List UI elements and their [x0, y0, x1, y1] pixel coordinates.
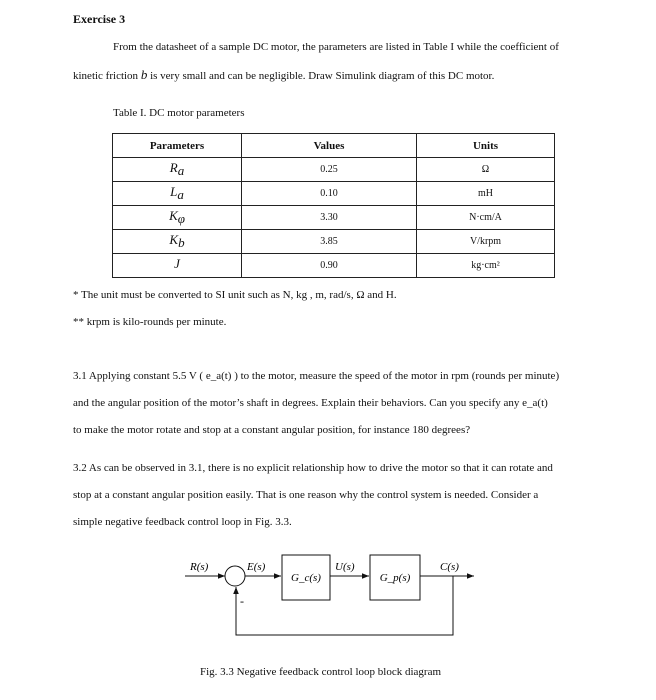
param-subscript: a — [177, 163, 185, 178]
unit-cell: kg·cm² — [417, 254, 555, 278]
plant-label: G_p(s) — [379, 572, 411, 584]
unit-cell: Ω — [417, 158, 555, 182]
intro-prefix: kinetic friction — [73, 70, 141, 82]
section-3-1-line-2: and the angular position of the motor’s shaft in degrees. Explain their behaviors. Can you specify any e_a(t) — [73, 397, 548, 409]
section-3-1-line-1: 3.1 Applying constant 5.5 V ( e_a(t) ) to the motor, measure the speed of the motor in rpm (rounds per minute) — [73, 370, 560, 382]
exercise-title: Exercise 3 — [73, 12, 126, 26]
intro-line-1: From the datasheet of a sample DC motor, the parameters are listed in Table I while the coefficient of — [113, 41, 559, 53]
param-symbol: K — [169, 208, 178, 223]
unit-cell: N·cm/A — [417, 206, 555, 230]
param-cell — [113, 254, 242, 278]
param-subscript: a — [177, 187, 184, 202]
header-values: Values — [242, 134, 417, 158]
section-3-1-line-3: to make the motor rotate and stop at a constant angular position, for instance 180 degrees? — [73, 424, 471, 436]
table-row — [113, 158, 555, 182]
value-cell: 0.25 — [242, 158, 417, 182]
header-parameters: Parameters — [113, 134, 242, 158]
header-units: Units — [417, 134, 555, 158]
summing-junction — [225, 566, 245, 586]
value-cell: 0.90 — [242, 254, 417, 278]
table-row — [113, 254, 555, 278]
table-row — [113, 182, 555, 206]
section-3-2-line-2: stop at a constant angular position easily. That is one reason why the control system is needed. Consider a — [73, 489, 539, 501]
value-cell: 3.85 — [242, 230, 417, 254]
figure-caption: Fig. 3.3 Negative feedback control loop block diagram — [200, 666, 442, 678]
feedback-sign: - — [240, 594, 244, 608]
table-row — [113, 230, 555, 254]
input-label: R(s) — [190, 561, 209, 573]
si-unit-note: * The unit must be converted to SI unit such as N, kg , m, rad/s, Ω and H. — [73, 289, 397, 301]
intro-suffix: is very small and can be negligible. Draw Simulink diagram of this DC motor. — [147, 70, 495, 82]
controller-label: G_c(s) — [291, 572, 321, 584]
unit-cell: mH — [417, 182, 555, 206]
param-cell — [113, 182, 242, 206]
value-cell: 0.10 — [242, 182, 417, 206]
table-header-row — [113, 134, 555, 158]
section-3-2-line-3: simple negative feedback control loop in Fig. 3.3. — [73, 516, 292, 528]
param-symbol: L — [170, 184, 178, 199]
section-3-2-line-1: 3.2 As can be observed in 3.1, there is no explicit relationship how to drive the motor so that it can rotate and — [73, 462, 553, 474]
unit-cell: V/krpm — [417, 230, 555, 254]
feedback-block-diagram — [0, 545, 656, 645]
output-label: C(s) — [440, 561, 459, 573]
param-subscript: b — [178, 235, 185, 250]
friction-symbol: b — [140, 67, 148, 82]
error-label: E(s) — [247, 561, 266, 573]
control-signal-label: U(s) — [335, 561, 355, 573]
parameters-table — [112, 133, 555, 278]
intro-line-2 — [73, 67, 494, 83]
param-symbol: K — [169, 232, 179, 247]
param-symbol: R — [169, 160, 178, 175]
table-row — [113, 206, 555, 230]
value-cell: 3.30 — [242, 206, 417, 230]
param-cell — [113, 230, 242, 254]
param-cell — [113, 158, 242, 182]
param-cell — [113, 206, 242, 230]
krpm-note: ** krpm is kilo-rounds per minute. — [73, 316, 227, 328]
param-subscript: φ — [177, 211, 185, 226]
param-symbol: J — [174, 256, 180, 271]
table-caption: Table I. DC motor parameters — [113, 107, 245, 119]
